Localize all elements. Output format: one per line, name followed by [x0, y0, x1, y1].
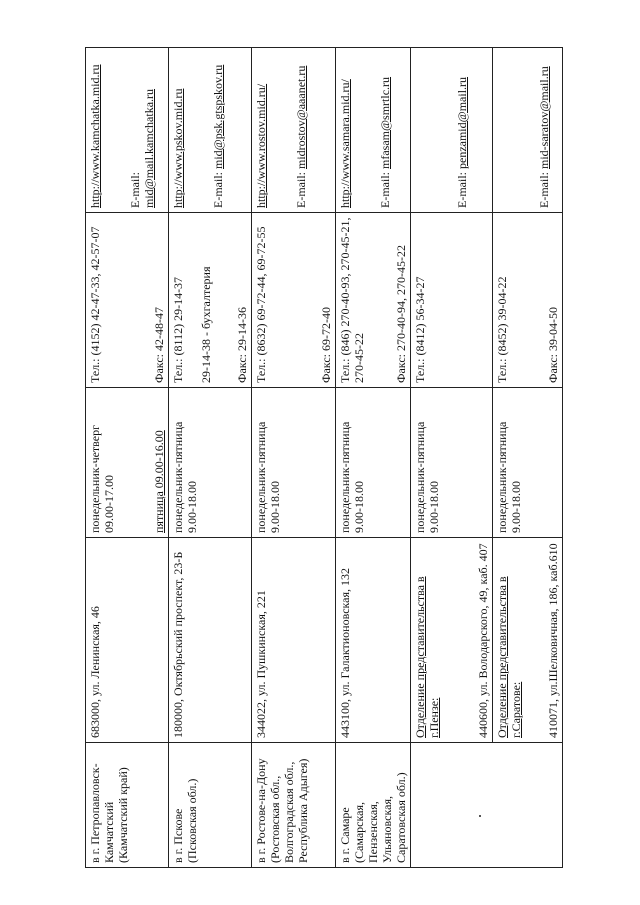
table-row [336, 48, 411, 868]
city-line: в г. Петропавловск- [88, 763, 102, 863]
city-line: Волгоградская обл., [282, 761, 296, 863]
hours-days: понедельник-пятница [495, 421, 509, 533]
hours-friday: пятница 09.00-16.00 [152, 430, 166, 533]
contacts-cell [169, 48, 252, 213]
city-line: (Самарская, Пензенская, [352, 801, 380, 863]
email-label: E-mail: [211, 172, 225, 208]
phone-cell [86, 213, 169, 388]
table-row [86, 48, 169, 868]
hours-days: понедельник-пятница [254, 421, 268, 533]
fax-text: Факс: 42-48-47 [152, 307, 166, 383]
hours-cell [411, 388, 493, 538]
branch-title: Отделение представительства в г.Саратове: [495, 576, 523, 738]
hours-days: понедельник-пятница [413, 421, 427, 533]
table-row [493, 48, 563, 868]
hours-cell [336, 388, 411, 538]
city-line: в г. Пскове [171, 808, 185, 863]
hours-time: 9.00-18.00 [427, 481, 441, 533]
email-label: E-mail: [128, 172, 142, 208]
website-link[interactable]: http://www.samara.mid.ru/ [338, 79, 352, 208]
hours-cell [252, 388, 336, 538]
hours-time: 9.00-18.00 [268, 481, 282, 533]
hours-days: понедельник-пятница [338, 421, 352, 533]
city-cell [411, 743, 493, 868]
scan-speck [479, 815, 481, 817]
contacts-cell [411, 48, 493, 213]
address-text: 683000, ул. Ленинская, 46 [88, 606, 102, 738]
phone-text: Тел.: (8412) 56-34-27 [413, 276, 427, 383]
table-row [169, 48, 252, 868]
address-text: 180000, Октябрьский проспект, 23-Б [171, 551, 185, 738]
phone-cell [336, 213, 411, 388]
city-line: Республика Адыгея) [296, 758, 310, 863]
hours-days: понедельник-четверг [88, 424, 102, 533]
contacts-cell [252, 48, 336, 213]
city-line: Ульяновская, [380, 796, 394, 863]
email-link[interactable]: mid@psk.gtspskov.ru [211, 64, 225, 169]
address-cell [493, 538, 563, 743]
hours-time: 9.00-18.00 [352, 481, 366, 533]
address-cell [86, 538, 169, 743]
table-row [411, 48, 493, 868]
address-text: 344022, ул. Пушкинская, 221 [254, 590, 268, 738]
email-label: E-mail: [378, 172, 392, 208]
city-cell [252, 743, 336, 868]
city-line: Камчатский [102, 801, 116, 863]
phone-text: Тел.: (8112) 29-14-37 [171, 276, 185, 383]
phone-cell [252, 213, 336, 388]
email-line [537, 52, 551, 208]
email-link[interactable]: mid@mail.kamchatka.ru [142, 88, 156, 208]
fax-text: Факс: 69-72-40 [319, 307, 333, 383]
hours-cell [169, 388, 252, 538]
fax-text: Факс: 39-04-50 [546, 307, 560, 383]
contacts-cell [493, 48, 563, 213]
email-line [455, 52, 469, 208]
address-cell [169, 538, 252, 743]
email-link[interactable]: penzamid@mail.ru [455, 76, 469, 169]
phone-text: Тел.: (8452) 39-04-22 [495, 276, 509, 383]
city-line: (Ростовская обл., [268, 775, 282, 863]
phone-text: Тел.: (4152) 42-47-33, 42-57-07 [88, 226, 102, 383]
email-link[interactable]: midrostov@aaanet.ru [294, 65, 308, 169]
address-cell [336, 538, 411, 743]
city-line: (Камчатский край) [116, 767, 130, 863]
address-cell [411, 538, 493, 743]
website-link[interactable]: http://www.kamchatka.mid.ru [88, 64, 102, 208]
phone-cell [411, 213, 493, 388]
city-cell [493, 743, 563, 868]
address-text: 440600, ул. Володарского, 49, каб. 407 [476, 543, 490, 738]
address-cell [252, 538, 336, 743]
email-link[interactable]: mid-saratov@mail.ru [537, 66, 551, 169]
address-text: 410071, ул.Шелковичная, 186, каб.610 [546, 543, 560, 738]
email-link[interactable]: mfasam@smrtlc.ru [378, 76, 392, 169]
email-line [211, 52, 225, 208]
hours-time: 09.00-17.00 [102, 475, 116, 533]
city-cell [336, 743, 411, 868]
email-label: E-mail: [294, 172, 308, 208]
phone-cell [169, 213, 252, 388]
hours-time: 9.00-18.00 [185, 481, 199, 533]
city-line: в г. Ростове-на-Дону [254, 758, 268, 863]
city-line: (Псковская обл.) [185, 778, 199, 863]
contacts-cell [336, 48, 411, 213]
city-line: в г. Самаре [338, 807, 352, 863]
email-line [294, 52, 308, 208]
address-text: 443100, ул. Галактионовская, 132 [338, 567, 352, 738]
fax-text: Факс: 270-40-94, 270-45-22 [394, 245, 408, 383]
city-cell [86, 743, 169, 868]
email-label: E-mail: [455, 172, 469, 208]
phone-text: Тел.: (846) 270-40-93, 270-45-21, 270-45-22 [338, 217, 366, 383]
hours-days: понедельник-пятница [171, 421, 185, 533]
table-row [252, 48, 336, 868]
phone-accounting: 29-14-38 - бухгалтерия [199, 266, 213, 383]
phone-text: Тел.: (8632) 69-72-44, 69-72-55 [254, 226, 268, 383]
rotated-page [85, 48, 560, 868]
phone-cell [493, 213, 563, 388]
branch-title: Отделение представительства в г.Пензе: [413, 576, 441, 738]
offices-table [85, 47, 563, 868]
fax-text: Факс: 29-14-36 [235, 307, 249, 383]
email-line [378, 52, 392, 208]
hours-cell [86, 388, 169, 538]
city-line: Саратовская обл.) [394, 772, 408, 863]
hours-time: 9.00-18.00 [509, 481, 523, 533]
website-link[interactable]: http://www.rostov.mid.ru/ [254, 83, 268, 208]
email-line [128, 52, 156, 208]
city-cell [169, 743, 252, 868]
hours-cell [493, 388, 563, 538]
contacts-cell [86, 48, 169, 213]
website-link[interactable]: http://www.pskov.mid.ru [171, 88, 185, 208]
email-label: E-mail: [537, 172, 551, 208]
